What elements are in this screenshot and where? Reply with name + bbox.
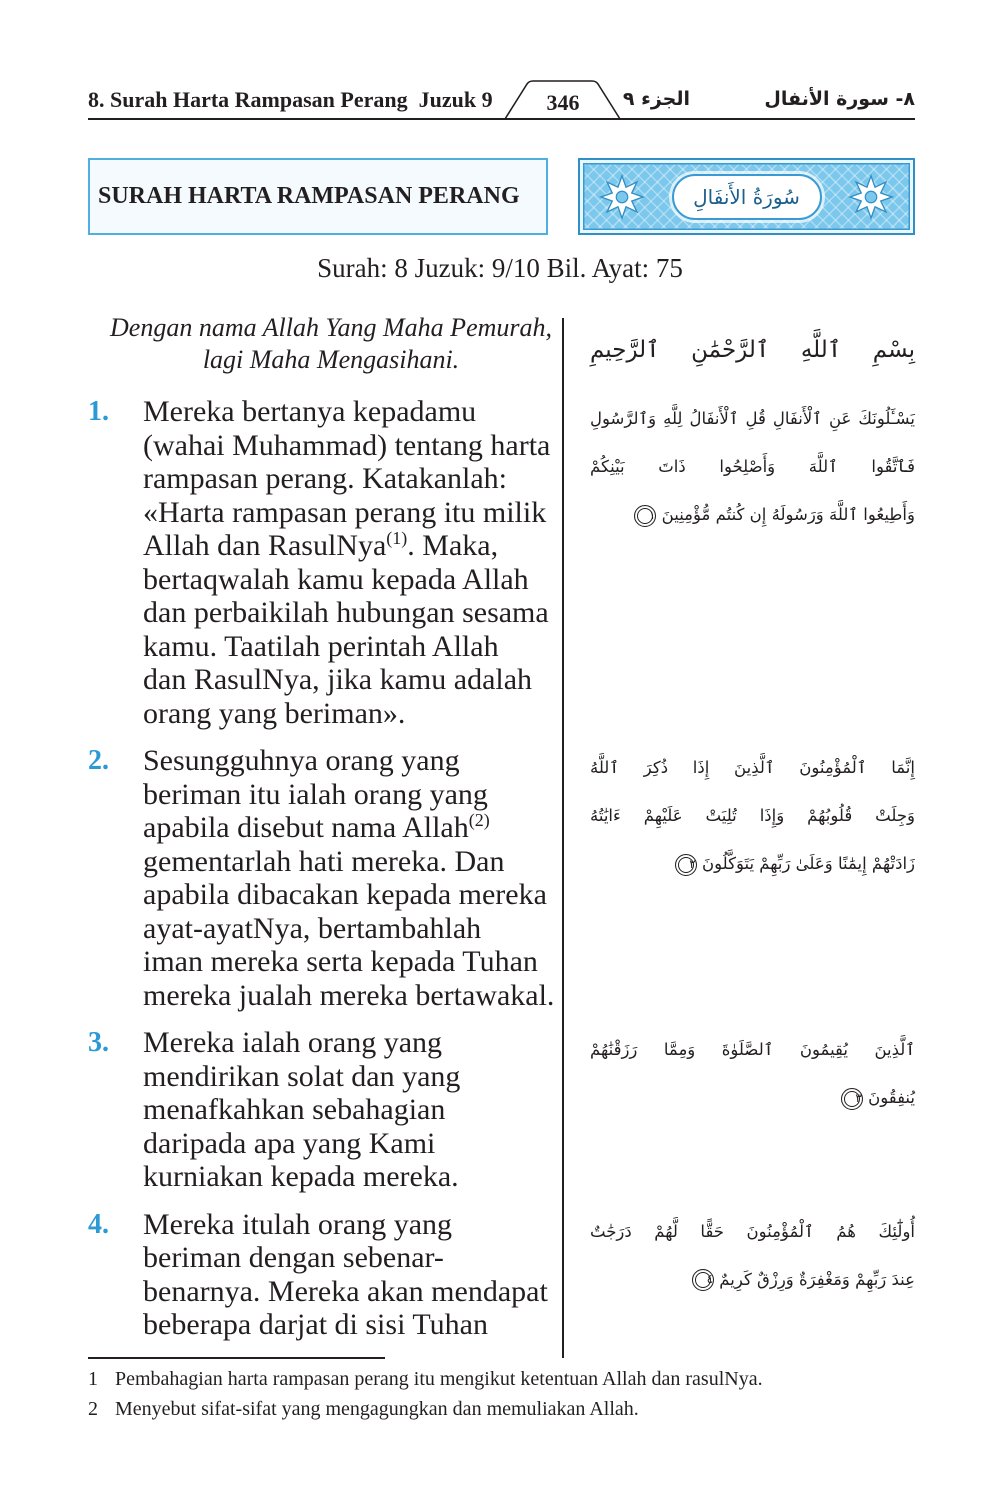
translation-line [143,878,556,912]
translation-line [143,462,556,496]
basmalah-line [100,344,562,376]
star-ornament-icon [598,173,646,221]
verse-number: 1. [88,396,109,427]
translation-line [143,429,556,463]
translation-line [143,663,556,697]
verses [88,395,915,1342]
line-text-segment: Allah dan RasulNya [143,529,387,562]
verse-row [88,744,915,1012]
surah-title: SURAH HARTA RAMPASAN PERANG [98,183,520,209]
footnote [88,1394,915,1424]
verse-number: 3. [88,1027,109,1058]
line-text-segment: apabila disebut nama Allah [143,811,469,844]
line-text: dan RasulNya, jika kamu adalah [143,663,533,696]
basmalah-translation [100,312,562,376]
verse-number: 4. [88,1208,109,1240]
translation-line [143,845,556,879]
arabic-verse [590,1026,915,1122]
arabic-text: ٱلَّذِينَ يُقِيمُونَ ٱلصَّلَوٰةَ وَمِمَّا رَزَقْنَٰهُمْ [590,1040,915,1059]
translation-line [143,945,556,979]
arabic-text: عِندَ رَبِّهِمْ وَمَغْفِرَةٌ وَرِزْقٌ كَرِيمٌ [719,1269,915,1289]
arabic-line-text [590,806,915,825]
arabic-text: وَأَطِيعُوا ٱللَّهَ وَرَسُولَهُ إِن كُنتُم مُّؤْمِنِينَ [661,505,915,524]
line-text: (wahai Muhammad) tentang harta [143,428,551,462]
footnote-reference: (2) [468,810,490,830]
arabic-line-text [675,854,915,873]
line-text: «Harta rampasan perang itu milik [143,495,547,529]
arabic-text: يَسْـَٔلُونَكَ عَنِ ٱلْأَنفَالِ قُلِ ٱلْأَنفَالُ لِلَّهِ وَٱلرَّسُولِ [590,409,915,428]
arabic-line [590,1074,915,1122]
line-text: apabila dibacakan kepada mereka [143,878,547,911]
page-number: 346 [546,90,580,115]
line-text: ayat-ayatNya, bertambahlah [143,911,482,945]
line-text: beberapa darjat di sisi Tuhan [143,1308,488,1341]
arabic-line [590,491,915,539]
line-text [143,811,490,844]
verse-translation [143,1026,556,1194]
arabic-line-text [590,1222,915,1241]
arabic-line-text [590,457,915,476]
translation-line [143,596,556,630]
arabic-line [590,1208,915,1256]
translation-line [143,912,556,946]
verse-translation [143,1208,556,1342]
footnote-text: Pembahagian harta rampasan perang itu mengikut ketentuan Allah dan rasulNya. [115,1368,763,1390]
translation-line [143,1026,556,1060]
arabic-line-text [692,1270,915,1289]
line-text: dan perbaikilah hubungan sesama [143,596,549,629]
arabic-text: زَادَتْهُمْ إِيمَٰنًا وَعَلَىٰ رَبِّهِمْ يَتَوَكَّلُونَ [701,854,915,873]
line-text [143,529,498,562]
line-text: menafkahkan sebahagian [143,1093,446,1126]
translation-line [143,563,556,597]
surah-info: Surah: 8 Juzuk: 9/10 Bil. Ayat: 75 [317,253,683,283]
ornament-surah-name-arabic: سُورَةُ الأَنفَالِ [693,184,800,209]
translation-line [143,979,556,1013]
arabic-line [590,1256,915,1304]
arabic-line-text [590,1040,915,1059]
star-ornament-icon [847,173,895,221]
translation-line [143,1275,556,1309]
line-text: orang yang beriman». [143,696,406,730]
line-text: daripada apa yang Kami [143,1126,436,1160]
line-text: kurniakan kepada mereka. [143,1160,459,1193]
verse-row [88,1208,915,1342]
arabic-line-text [590,758,915,777]
line-text: Dengan nama Allah Yang Maha Pemurah, [110,313,552,342]
header-surah-title: 8. Surah Harta Rampasan Perang [88,87,408,112]
translation-line [143,1241,556,1275]
arabic-verse [590,744,915,888]
line-text: beriman itu ialah orang yang [143,777,488,811]
translation-line [143,697,556,731]
translation-line [143,744,556,778]
arabic-line-text [634,505,915,524]
verse-number: 2. [88,745,109,776]
basmalah-arabic-block [590,326,915,374]
arabic-line [590,443,915,491]
arabic-verse [590,395,915,539]
line-text: beriman dengan sebenar- [143,1241,444,1274]
translation-line [143,1160,556,1194]
verse-row [88,395,915,730]
verse-translation [143,744,556,1012]
translation-line [143,496,556,530]
arabic-text: وَجِلَتْ قُلُوبُهُمْ وَإِذَا تُلِيَتْ عَلَيْهِمْ ءَايَٰتُهُ [590,806,915,825]
line-text: bertaqwalah kamu kepada Allah [143,562,529,596]
line-text: Mereka bertanya kepadamu [143,395,477,428]
header-surah-arabic: ٨- سورة الأنفال [764,88,915,110]
footnote [88,1364,915,1394]
verse-translation [143,395,556,730]
translation-line [143,1308,556,1342]
translation-line [143,1093,556,1127]
arabic-text: فَٱتَّقُوا ٱللَّهَ وَأَصْلِحُوا ذَاتَ بَيْنِكُمْ [590,457,915,476]
line-text: benarnya. Mereka akan mendapat [143,1274,548,1308]
line-text: Mereka itulah orang yang [143,1207,453,1241]
line-text: Sesungguhnya orang yang [143,744,460,777]
line-text: iman mereka serta kepada Tuhan [143,945,538,978]
ayah-number-marker: ٤ [692,1269,714,1291]
translation-line [143,630,556,664]
line-text: kamu. Taatilah perintah Allah [143,629,499,663]
translation-line [143,778,556,812]
line-text: gementarlah hati mereka. Dan [143,844,505,878]
arabic-line [590,744,915,792]
arabic-line [590,840,915,888]
translation-line [143,1127,556,1161]
ayah-number-marker: ١ [634,505,656,527]
header-juz-arabic: الجزء ٩ [622,88,690,110]
translation-line [143,811,556,845]
footnote-rule [88,1357,385,1359]
line-text-segment: . Maka, [407,529,499,562]
arabic-line-text [841,1088,915,1107]
arabic-line-text [590,409,915,428]
ayah-number-marker: ٢ [675,854,697,876]
verse-translation-block [88,1026,562,1194]
surah-name-ornament [578,158,915,235]
arabic-line [590,395,915,443]
ornament-cartouche [672,174,822,220]
line-text: mereka jualah mereka bertawakal. [143,978,555,1012]
footnote-number: 2 [88,1398,98,1420]
header-juzuk: Juzuk 9 [418,87,493,112]
ayah-number-marker: ٣ [841,1088,863,1110]
basmalah-arabic [590,326,915,374]
arabic-text: إِنَّمَا ٱلْمُؤْمِنُونَ ٱلَّذِينَ إِذَا ذُكِرَ ٱللَّهُ [590,758,915,777]
footnote-reference: (1) [386,528,408,548]
line-text: rampasan perang. Katakanlah: [143,462,507,495]
basmalah-line [100,312,562,344]
translation-line [143,1060,556,1094]
arabic-verse [590,1208,915,1304]
verse-translation-block [88,1208,562,1342]
verse-translation-block [88,395,562,730]
arabic-text: بِسْمِ ٱللَّهِ ٱلرَّحْمَٰنِ ٱلرَّحِيمِ [590,337,915,363]
surah-title-box [88,158,548,235]
translation-line [143,395,556,429]
arabic-text: يُنفِقُونَ [868,1088,915,1107]
line-text: lagi Maha Mengasihani. [202,345,460,374]
footnote-number: 1 [88,1368,98,1390]
translation-line [143,1208,556,1242]
footnotes [88,1364,915,1424]
line-text: mendirikan solat dan yang [143,1059,461,1093]
arabic-line [590,792,915,840]
running-header-left [88,87,493,113]
arabic-line [590,1026,915,1074]
footnote-text: Menyebut sifat-sifat yang mengagungkan dan memuliakan Allah. [115,1398,639,1420]
verse-translation-block [88,744,562,1012]
arabic-text: أُولَٰٓئِكَ هُمُ ٱلْمُؤْمِنُونَ حَقًّا لَّهُمْ دَرَجَٰتٌ [590,1221,915,1241]
verse-row [88,1026,915,1194]
translation-line [143,529,556,563]
line-text: Mereka ialah orang yang [143,1026,443,1059]
